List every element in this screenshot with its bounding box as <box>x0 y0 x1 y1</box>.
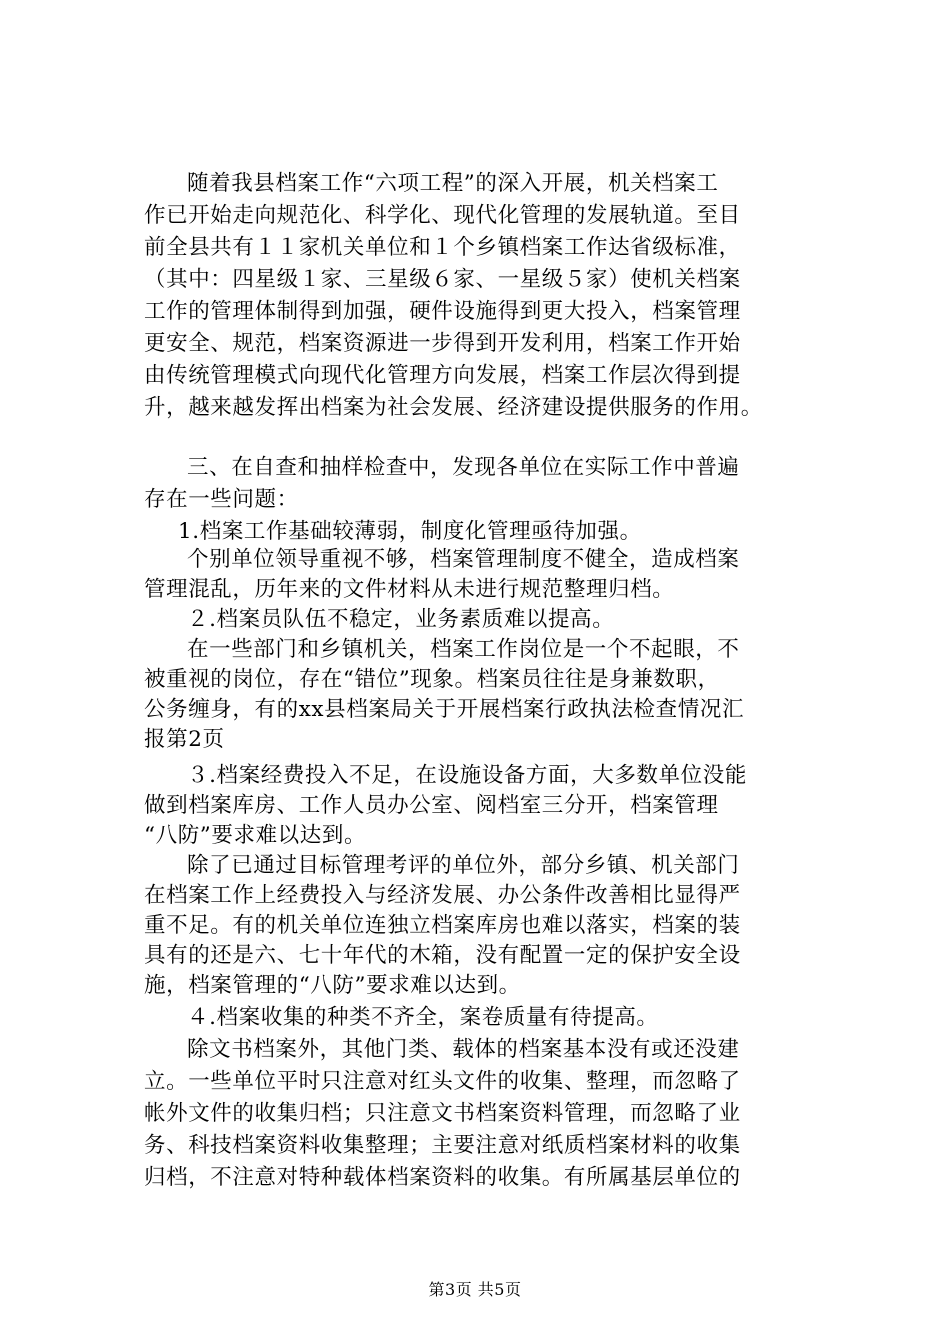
paragraph-line: 更安全、规范，档案资源进一步得到开发利用，档案工作开始 <box>144 331 741 356</box>
paragraph-line: 务、科技档案资料收集整理；主要注意对纸质档案材料的收集 <box>144 1133 741 1158</box>
item-title: ３.档案经费投入不足，在设施设备方面，大多数单位没能 <box>187 763 747 788</box>
paragraph-line: 立。一些单位平时只注意对红头文件的收集、整理，而忽略了 <box>144 1069 741 1094</box>
paragraph-line: 管理混乱，历年来的文件材料从未进行规范整理归档。 <box>144 577 675 602</box>
paragraph-line: 前全县共有１１家机关单位和１个乡镇档案工作达省级标准， <box>144 235 741 260</box>
paragraph-line: 帐外文件的收集归档；只注意文书档案资料管理，而忽略了业 <box>144 1101 741 1126</box>
paragraph-line: 工作的管理体制得到加强，硬件设施得到更大投入，档案管理 <box>144 299 741 324</box>
paragraph-line: 作已开始走向规范化、科学化、现代化管理的发展轨道。至目 <box>144 203 741 228</box>
paragraph-line: 报第2页 <box>144 727 225 752</box>
item-title: ４.档案收集的种类不齐全，案卷质量有待提高。 <box>187 1005 659 1030</box>
page-number-footer: 第3页 共5页 <box>428 1280 522 1299</box>
paragraph-line: 施，档案管理的“八防”要求难以达到。 <box>144 973 521 998</box>
paragraph-line: 除文书档案外，其他门类、载体的档案基本没有或还没建 <box>187 1037 740 1062</box>
section-heading: 存在一些问题： <box>144 487 299 512</box>
paragraph-line: 具有的还是六、七十年代的木箱，没有配置一定的保护安全设 <box>144 943 741 968</box>
paragraph-line: 随着我县档案工作“六项工程”的深入开展，机关档案工 <box>187 171 719 196</box>
paragraph-line: 重不足。有的机关单位连独立档案库房也难以落实，档案的装 <box>144 913 741 938</box>
paragraph-line: 由传统管理模式向现代化管理方向发展，档案工作层次得到提 <box>144 363 741 388</box>
paragraph-line: 升，越来越发挥出档案为社会发展、经济建设提供服务的作用。 <box>144 395 763 420</box>
section-heading: 三、在自查和抽样检查中，发现各单位在实际工作中普遍 <box>187 455 740 480</box>
paragraph-line: （其中：四星级１家、三星级６家、一星级５家）使机关档案 <box>144 267 741 292</box>
paragraph-line: 在一些部门和乡镇机关，档案工作岗位是一个不起眼，不 <box>187 637 740 662</box>
paragraph-line: 归档，不注意对特种载体档案资料的收集。有所属基层单位的 <box>144 1165 741 1190</box>
paragraph-line: 在档案工作上经费投入与经济发展、办公条件改善相比显得严 <box>144 883 741 908</box>
paragraph-line: 被重视的岗位，存在“错位”现象。档案员往往是身兼数职， <box>144 667 720 692</box>
paragraph-line: “八防”要求难以达到。 <box>144 823 367 848</box>
item-title: 1.档案工作基础较薄弱，制度化管理亟待加强。 <box>178 519 642 544</box>
paragraph-line: 个别单位领导重视不够，档案管理制度不健全，造成档案 <box>187 547 740 572</box>
item-title: ２.档案员队伍不稳定，业务素质难以提高。 <box>187 607 615 632</box>
paragraph-line: 做到档案库房、工作人员办公室、阅档室三分开，档案管理 <box>144 793 719 818</box>
paragraph-line: 公务缠身，有的xx县档案局关于开展档案行政执法检查情况汇 <box>144 697 745 722</box>
paragraph-line: 除了已通过目标管理考评的单位外，部分乡镇、机关部门 <box>187 853 740 878</box>
